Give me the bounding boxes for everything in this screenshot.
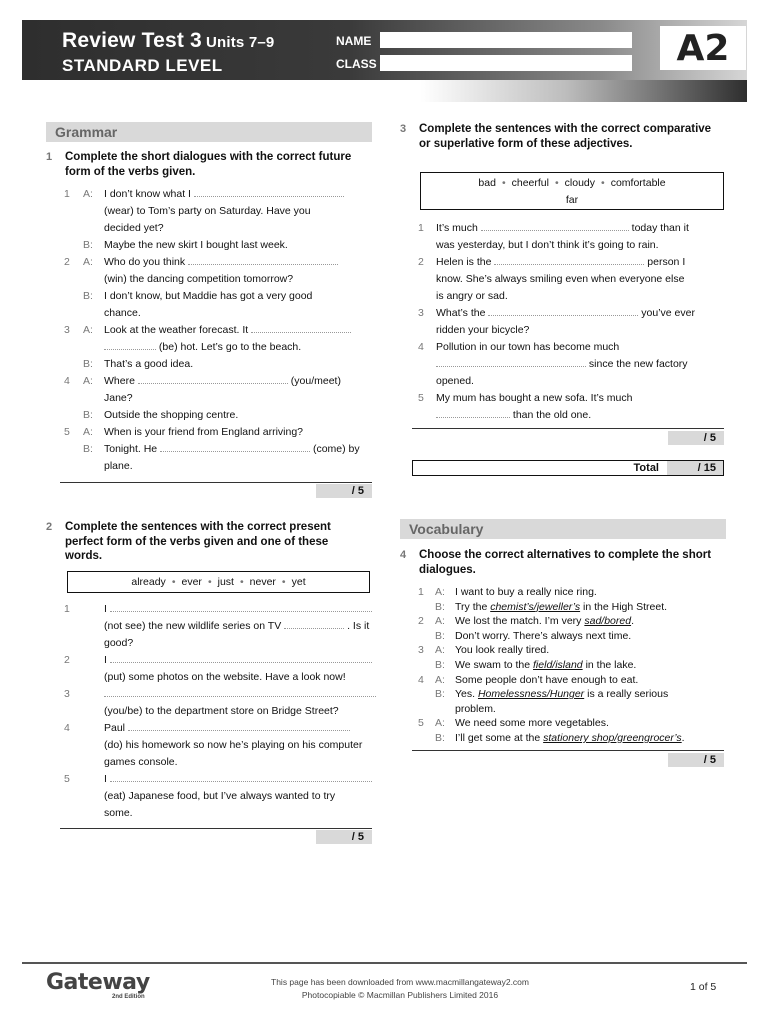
grammar-heading: Grammar xyxy=(46,122,372,142)
total-box xyxy=(412,460,724,476)
list-item: B: I don’t know, but Maddie has got a very good xyxy=(83,290,313,302)
word: already xyxy=(131,576,166,588)
list-item: B: Yes. Homelessness/Hunger is a really serious xyxy=(435,688,669,701)
answer-blank[interactable] xyxy=(194,187,344,197)
list-item: 5 A: When is your friend from England arriving? xyxy=(64,426,304,438)
list-item: 5 A: We need some more vegetables. xyxy=(418,717,609,730)
list-item: B: I’ll get some at the stationery shop/greengrocer’s. xyxy=(435,731,685,744)
list-item: good? xyxy=(104,637,134,649)
list-item: since the new factory xyxy=(418,356,728,373)
answer-blank[interactable] xyxy=(251,323,351,333)
answer-blank[interactable] xyxy=(488,306,638,316)
list-item: 4 Pollution in our town has become much xyxy=(418,341,620,353)
answer-blank[interactable] xyxy=(110,772,372,782)
question-number: 2 xyxy=(46,521,53,533)
word: bad xyxy=(478,177,496,189)
question-1-items xyxy=(64,186,374,475)
question-instruction: Complete the sentences with the correct comparative or superlative form of these adjectives. xyxy=(419,123,712,150)
question-number: 4 xyxy=(400,549,407,561)
answer-blank[interactable] xyxy=(436,357,586,367)
answer-blank[interactable] xyxy=(104,340,156,350)
divider xyxy=(412,750,724,751)
list-item: B: We swam to the field/island in the lake. xyxy=(435,658,637,671)
list-item: 4 A: Where (you/meet) xyxy=(64,375,341,387)
list-item: B: Try the chemist’s/jeweller’s in the High Street. xyxy=(435,600,668,613)
list-item: (eat) Japanese food, but I’ve always wanted to try xyxy=(104,790,336,802)
list-item: (you/be) to the department store on Bridge Street? xyxy=(104,705,339,717)
score-box: / 5 xyxy=(316,830,372,844)
list-item: decided yet? xyxy=(104,222,164,234)
download-note: This page has been downloaded from www.macmillangateway2.com xyxy=(271,977,529,987)
list-item: B: Don’t worry. There’s always next time. xyxy=(435,629,632,642)
test-level: STANDARD LEVEL xyxy=(62,56,223,75)
divider xyxy=(412,428,724,429)
edition-label: 2nd Edition xyxy=(112,994,145,1000)
page-number: 1 of 5 xyxy=(690,981,717,993)
list-item: B: Outside the shopping centre. xyxy=(83,409,239,421)
alternatives[interactable]: sad/bored xyxy=(584,615,632,628)
class-field[interactable] xyxy=(380,55,632,71)
alternatives[interactable]: Homelessness/Hunger xyxy=(477,688,585,701)
question-instruction: Complete the short dialogues with the correct future form of the verbs given. xyxy=(65,151,352,178)
list-item: than the old one. xyxy=(418,407,728,424)
list-item: know. She’s always smiling even when everyone else xyxy=(436,273,685,285)
test-title: Review Test 3 Units 7–9 xyxy=(62,29,275,52)
word: just xyxy=(217,576,234,588)
level-badge: A2 xyxy=(660,26,746,70)
answer-blank[interactable] xyxy=(160,442,310,452)
test-units: Units 7–9 xyxy=(205,34,275,51)
list-item: B: Maybe the new skirt I bought last week. xyxy=(83,239,288,251)
list-item: B: Tonight. He (come) by xyxy=(83,443,360,455)
word: yet xyxy=(291,576,306,588)
question-2 xyxy=(46,520,368,564)
list-item: some. xyxy=(104,807,133,819)
list-item: 1 I xyxy=(64,601,374,618)
list-item: 4 A: Some people don’t have enough to eat. xyxy=(418,673,639,686)
answer-blank[interactable] xyxy=(188,255,338,265)
score-box: / 5 xyxy=(668,431,724,445)
answer-blank[interactable] xyxy=(128,721,350,731)
question-4-items xyxy=(418,585,728,746)
list-item: games console. xyxy=(104,756,178,768)
list-item: 2 A: Who do you think xyxy=(64,254,374,271)
vocabulary-heading: Vocabulary xyxy=(400,519,726,539)
total-score: / 15 xyxy=(667,461,723,475)
answer-blank[interactable] xyxy=(494,255,644,265)
answer-blank[interactable] xyxy=(110,653,372,663)
list-item: is angry or sad. xyxy=(436,290,508,302)
answer-blank[interactable] xyxy=(138,374,288,384)
question-instruction: Complete the sentences with the correct present perfect form of the verbs given and one of these words. xyxy=(65,521,331,562)
answer-blank[interactable] xyxy=(481,221,629,231)
list-item: 1 A: I don’t know what I xyxy=(64,186,374,203)
word: cheerful xyxy=(511,177,549,189)
list-item: was yesterday, but I don’t think it’s going to rain. xyxy=(436,239,659,251)
alternatives[interactable]: stationery shop/greengrocer’s xyxy=(543,731,682,744)
question-4 xyxy=(400,548,722,577)
question-instruction: Choose the correct alternatives to complete the short dialogues. xyxy=(419,549,712,576)
header-band-lower xyxy=(22,80,747,102)
list-item: 3 A: Look at the weather forecast. It xyxy=(64,322,374,339)
list-item: (be) hot. Let’s go to the beach. xyxy=(64,339,374,356)
word: far xyxy=(565,194,579,206)
list-item: opened. xyxy=(436,375,474,387)
divider xyxy=(60,828,372,829)
word-box: bad • cheerful • cloudy • comfortable far xyxy=(420,172,724,210)
list-item: Jane? xyxy=(104,392,133,404)
answer-blank[interactable] xyxy=(436,408,510,418)
name-field[interactable] xyxy=(380,32,632,48)
list-item: (do) his homework so now he’s playing on his computer xyxy=(104,739,363,751)
list-item: 3 A: You look really tired. xyxy=(418,644,550,657)
answer-blank[interactable] xyxy=(284,619,344,629)
gateway-logo: Gateway xyxy=(46,970,150,995)
list-item: 1 It’s much today than it xyxy=(418,222,689,234)
list-item: B: That’s a good idea. xyxy=(83,358,194,370)
list-item: (wear) to Tom’s party on Saturday. Have you xyxy=(104,205,311,217)
alternatives[interactable]: field/island xyxy=(533,658,583,671)
footer-divider xyxy=(22,962,747,964)
page-header xyxy=(22,20,747,102)
question-2-items xyxy=(64,601,374,822)
list-item: ridden your bicycle? xyxy=(436,324,530,336)
list-item: 5 I xyxy=(64,771,374,788)
question-number: 3 xyxy=(400,123,407,135)
divider xyxy=(60,482,372,483)
word: comfortable xyxy=(610,177,666,189)
list-item: 2 I xyxy=(64,652,374,669)
answer-blank[interactable] xyxy=(110,602,372,612)
word-box: already • ever • just • never • yet xyxy=(67,571,370,593)
alternatives[interactable]: chemist’s/jeweller’s xyxy=(490,600,581,613)
score-box: / 5 xyxy=(668,753,724,767)
list-item: problem. xyxy=(455,702,496,715)
word: ever xyxy=(181,576,202,588)
word: never xyxy=(249,576,276,588)
answer-blank[interactable] xyxy=(104,687,376,697)
class-label: CLASS xyxy=(336,57,377,71)
question-3-items xyxy=(418,220,728,424)
question-3 xyxy=(400,122,720,151)
list-item: 5 My mum has bought a new sofa. It’s much xyxy=(418,392,633,404)
word: cloudy xyxy=(564,177,596,189)
list-item: plane. xyxy=(104,460,133,472)
list-item: 2 Helen is the person I xyxy=(418,256,686,268)
total-label: Total xyxy=(633,462,659,474)
list-item: 3 What’s the you’ve ever xyxy=(418,307,695,319)
list-item: 4 Paul xyxy=(64,720,374,737)
score-box: / 5 xyxy=(316,484,372,498)
list-item: (put) some photos on the website. Have a look now! xyxy=(104,671,346,683)
list-item: 1 A: I want to buy a really nice ring. xyxy=(418,586,597,598)
list-item: 2 A: We lost the match. I’m very sad/bored. xyxy=(418,615,634,628)
list-item: (win) the dancing competition tomorrow? xyxy=(104,273,294,285)
list-item: chance. xyxy=(104,307,141,319)
name-label: NAME xyxy=(336,34,372,48)
copyright-note: Photocopiable © Macmillan Publishers Limited 2016 xyxy=(301,990,499,1000)
question-number: 1 xyxy=(46,151,53,163)
question-1 xyxy=(46,150,366,179)
list-item: (not see) the new wildlife series on TV . Is it xyxy=(104,620,370,632)
list-item: 3 xyxy=(64,686,374,703)
